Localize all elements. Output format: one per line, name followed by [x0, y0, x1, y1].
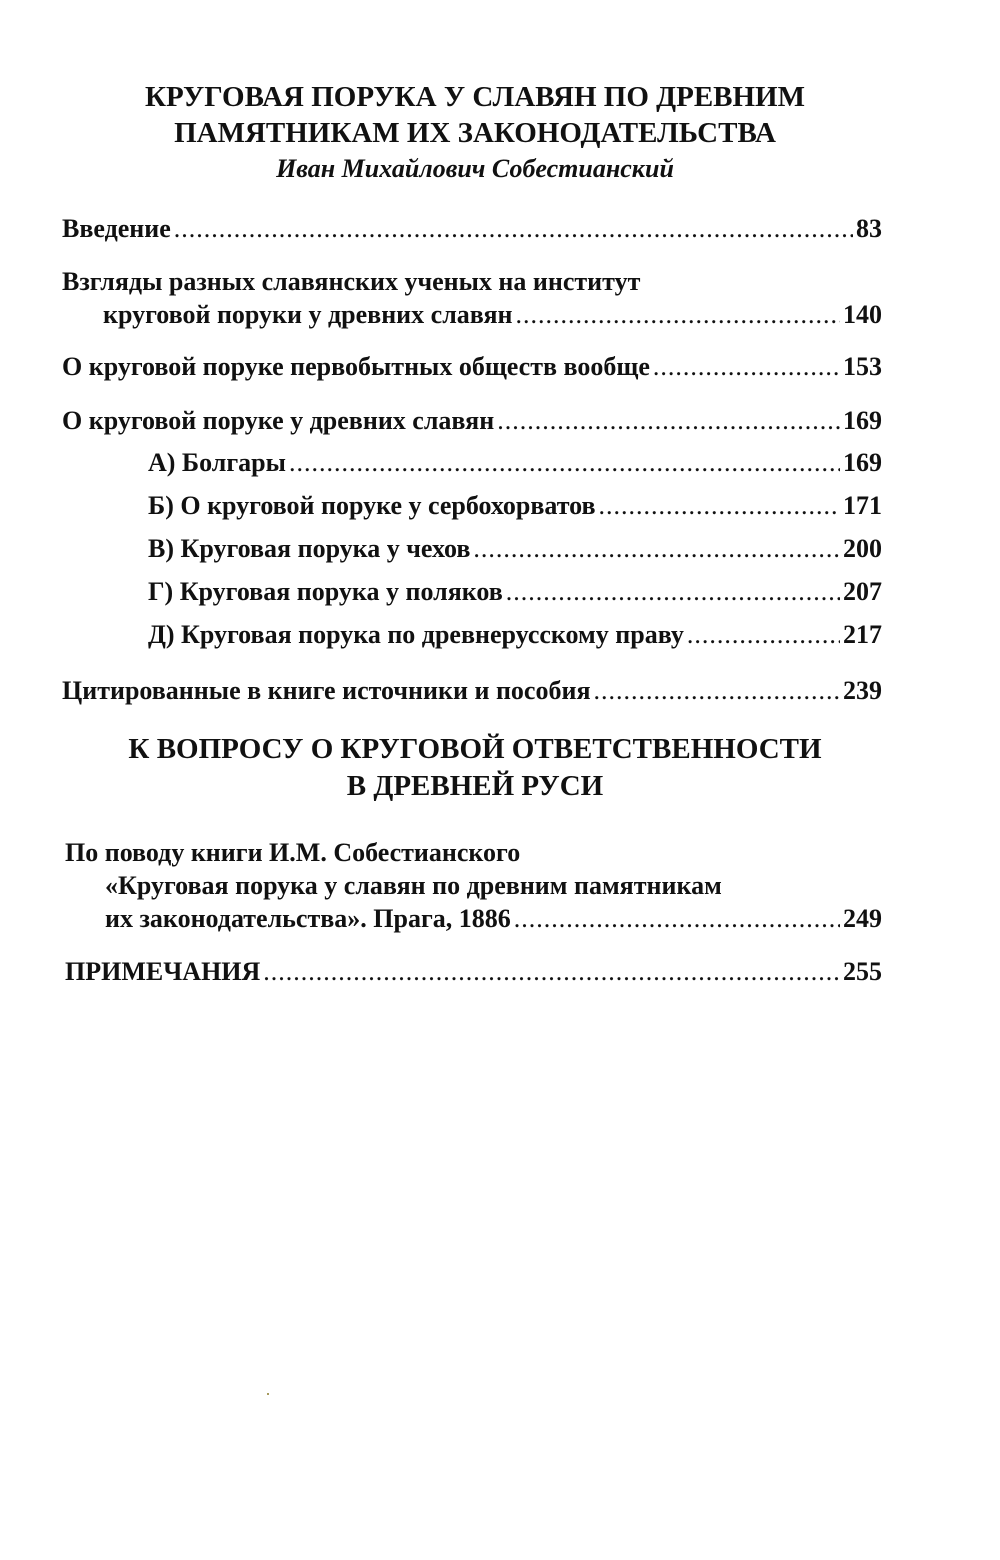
- toc-page-number: 200: [843, 534, 882, 563]
- section1-title-line2: ПАМЯТНИКАМ ИХ ЗАКОНОДАТЕЛЬСТВА: [174, 117, 776, 149]
- dot-leader: [497, 404, 840, 438]
- toc-entry-primitive-societies[interactable]: [62, 350, 882, 384]
- toc-entry-ancient-slavs[interactable]: [62, 404, 882, 438]
- dot-leader: [599, 489, 840, 523]
- toc-page-number: 207: [843, 577, 882, 606]
- dot-leader: [174, 212, 853, 246]
- dot-leader: [473, 532, 840, 566]
- section2-title-line1: К ВОПРОСУ О КРУГОВОЙ ОТВЕТСТВЕННОСТИ: [128, 733, 822, 765]
- toc-subentry-czechs[interactable]: [148, 532, 882, 566]
- toc-subentry-old-russian-law[interactable]: [148, 618, 882, 652]
- toc-subentry-poles[interactable]: [148, 575, 882, 609]
- toc-entry-cited-sources[interactable]: [62, 674, 882, 708]
- toc-entry-review[interactable]: [105, 902, 882, 936]
- toc-entry-text: Д) Круговая порука по древнерусскому праву: [148, 620, 684, 649]
- toc-subentry-bulgarians[interactable]: [148, 446, 882, 480]
- dot-leader: [687, 618, 840, 652]
- toc-subentry-serbocroats[interactable]: [148, 489, 882, 523]
- toc-page-number: 140: [843, 300, 882, 329]
- toc-entry-text: В) Круговая порука у чехов: [148, 534, 471, 563]
- dot-leader: [263, 955, 840, 989]
- toc-entry-views-line1[interactable]: Взгляды разных славянских ученых на институт: [62, 267, 641, 296]
- section1-author: Иван Михайлович Собестианский: [276, 154, 674, 183]
- scan-speck: [267, 1393, 269, 1395]
- toc-entry-text: Б) О круговой поруке у сербохорватов: [148, 491, 596, 520]
- toc-page-number: 239: [843, 676, 882, 705]
- toc-entry-text: О круговой поруке у древних славян: [62, 406, 495, 435]
- toc-page-number: 83: [856, 214, 882, 243]
- toc-entry-review-line1[interactable]: По поводу книги И.М. Собестианского: [65, 838, 521, 867]
- dot-leader: [289, 446, 840, 480]
- dot-leader: [514, 902, 840, 936]
- toc-page-number: 255: [843, 957, 882, 986]
- toc-page-number: 153: [843, 352, 882, 381]
- toc-entry-text: ПРИМЕЧАНИЯ: [65, 957, 261, 986]
- toc-entry-text: А) Болгары: [148, 448, 286, 477]
- toc-entry-text: круговой поруки у древних славян: [103, 300, 513, 329]
- toc-entry-views[interactable]: [103, 298, 882, 332]
- toc-entry-notes[interactable]: [65, 955, 882, 989]
- toc-page-number: 169: [843, 406, 882, 435]
- toc-entry-text: О круговой поруке первобытных обществ вообще: [62, 352, 650, 381]
- dot-leader: [516, 298, 840, 332]
- toc-page-number: 171: [843, 491, 882, 520]
- toc-entry-review-line2[interactable]: «Круговая порука у славян по древним памятникам: [105, 871, 722, 900]
- toc-entry-text: Г) Круговая порука у поляков: [148, 577, 503, 606]
- dot-leader: [653, 350, 840, 384]
- toc-entry-text: Цитированные в книге источники и пособия: [62, 676, 591, 705]
- toc-entry-introduction[interactable]: [62, 212, 882, 246]
- toc-page-number: 249: [843, 904, 882, 933]
- dot-leader: [594, 674, 840, 708]
- toc-entry-text: Введение: [62, 214, 171, 243]
- toc-page-number: 169: [843, 448, 882, 477]
- toc-page-number: 217: [843, 620, 882, 649]
- toc-entry-text: их законодательства». Прага, 1886: [105, 904, 511, 933]
- section1-title-line1: КРУГОВАЯ ПОРУКА У СЛАВЯН ПО ДРЕВНИМ: [144, 81, 805, 113]
- section2-title-line2: В ДРЕВНЕЙ РУСИ: [346, 770, 604, 802]
- dot-leader: [506, 575, 840, 609]
